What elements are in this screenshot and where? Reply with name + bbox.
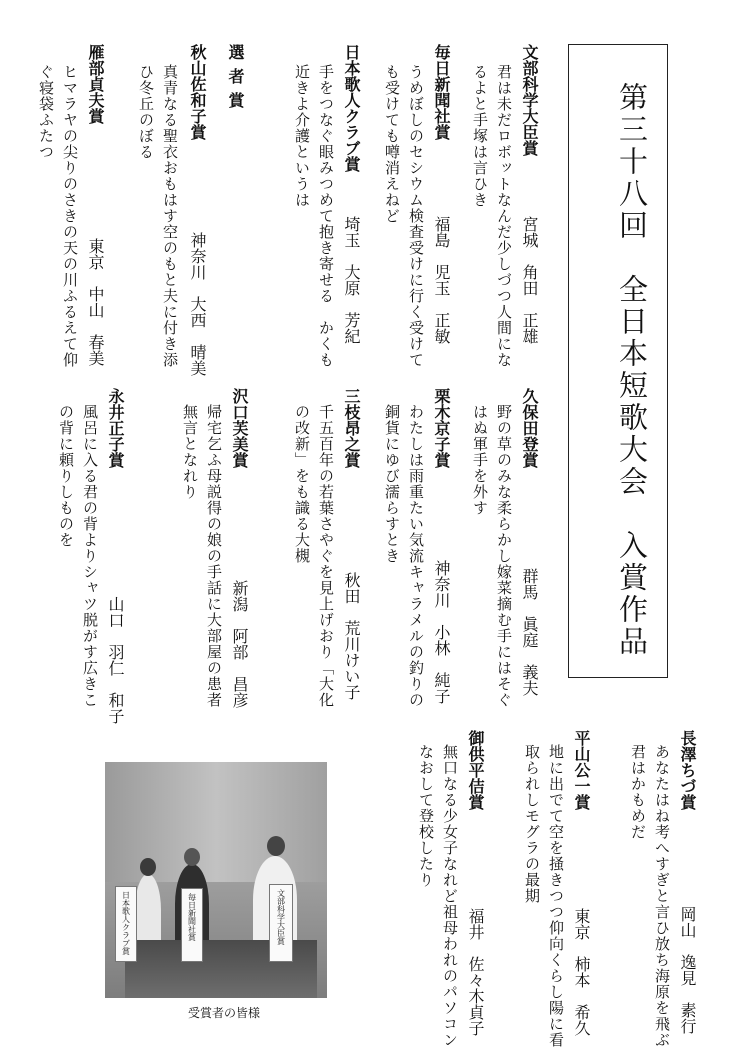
award-name: 雁部貞夫賞 (86, 44, 105, 124)
winner-name: 山口 羽仁 和子 (106, 596, 125, 724)
award-name: 文部科学大臣賞 (520, 44, 539, 156)
award-sign: 日本歌人クラブ賞 (115, 886, 137, 962)
photo-wall (105, 762, 327, 882)
award-sign: 毎日新聞社賞 (181, 888, 203, 962)
poem-line: あなたはね考へすぎと言ひ放ち海原を飛ぶ (653, 744, 671, 1048)
poem-line: ひ冬丘のぼる (137, 64, 155, 160)
winner-name: 東京 中山 春美 (86, 238, 105, 366)
poem-line: ヒマラヤの尖りのさきの天の川ふるえて仰 (61, 64, 79, 368)
poem-line: 真青なる聖衣おもはす空のもと夫に付き添 (161, 64, 179, 368)
winner-name: 東京 柿本 希久 (572, 908, 591, 1036)
poem-line: わたしは雨重たい気流キャラメルの釣りの (407, 404, 425, 708)
award-name: 平山公一賞 (572, 730, 591, 810)
award-ceremony-photo (105, 762, 327, 998)
award-name: 毎日新聞社賞 (432, 44, 451, 140)
poem-line: 銅貨にゆび濡らすとき (383, 404, 401, 564)
person-head (140, 858, 156, 876)
award-sign: 文部科学大臣賞 (269, 884, 293, 962)
winner-name: 福井 佐々木貞子 (466, 908, 485, 1036)
award-name: 久保田登賞 (520, 388, 539, 468)
poem-line: 無言となれり (181, 404, 199, 500)
poem-line: の改新」をも識る大槻 (293, 404, 311, 564)
award-name: 秋山佐和子賞 (188, 44, 207, 140)
winner-name: 福島 児玉 正敏 (432, 216, 451, 344)
person-head (184, 848, 200, 866)
photo-caption: 受賞者の皆様 (188, 1006, 261, 1020)
poem-line: 手をつなぐ眼みつめて抱き寄せる かくも (317, 64, 335, 368)
poem-line: 取られしモグラの最期 (523, 744, 541, 904)
award-name: 御供平佶賞 (466, 730, 485, 810)
award-name: 沢口芙美賞 (230, 388, 249, 468)
award-name: 栗木京子賞 (432, 388, 451, 468)
poem-line: 近きよ介護というは (293, 64, 311, 208)
winner-name: 新潟 阿部 昌彦 (230, 580, 249, 708)
poem-line: 地に出でて空を掻きつつ仰向くらし陽に看 (547, 744, 565, 1048)
poem-line: 君は未だロボットなんだ少しづつ人間にな (495, 64, 513, 368)
winner-name: 岡山 逸見 素行 (678, 906, 697, 1034)
winner-name: 埼玉 大原 芳紀 (342, 216, 361, 344)
poem-line: るよと手塚は言ひき (471, 64, 489, 208)
award-name: 三枝昂之賞 (342, 388, 361, 468)
winner-name: 神奈川 小林 純子 (432, 560, 451, 704)
page-title: 第三十八回 全日本短歌大会 入賞作品 (615, 82, 649, 658)
poem-line: 風呂に入る君の背よりシャツ脱がす広きこ (81, 404, 99, 708)
poem-line: ぐ寝袋ふたつ (37, 64, 55, 160)
award-name: 長澤ちづ賞 (678, 730, 697, 810)
award-name: 日本歌人クラブ賞 (342, 44, 361, 172)
poem-line: 帰宅乞ふ母説得の娘の手話に大部屋の患者 (205, 404, 223, 708)
person-head (267, 836, 285, 856)
poem-line: うめぼしのセシウム検査受けに行く受けて (407, 64, 425, 368)
award-name: 永井正子賞 (106, 388, 125, 468)
winner-name: 宮城 角田 正雄 (520, 216, 539, 344)
poem-line: 君はかもめだ (629, 744, 647, 840)
poem-line: なおして登校したり (417, 744, 435, 888)
section-heading: 選者賞 (226, 44, 245, 116)
poem-line: 千五百年の若葉さやぐを見上げおり「大化 (317, 404, 335, 708)
poem-line: 野の草のみな柔らかし嫁菜摘む手にはそぐ (495, 404, 513, 708)
poem-line: も受けても噂消えねど (383, 64, 401, 224)
person-figure (135, 874, 161, 946)
poem-line: 無口なる少女子なれど祖母われのパソコン (441, 744, 459, 1048)
winner-name: 群馬 眞庭 義夫 (520, 568, 539, 696)
winner-name: 秋田 荒川けい子 (342, 572, 361, 700)
winner-name: 神奈川 大西 晴美 (188, 232, 207, 376)
poem-line: の背に頼りしものを (57, 404, 75, 548)
poem-line: はぬ軍手を外す (471, 404, 489, 516)
